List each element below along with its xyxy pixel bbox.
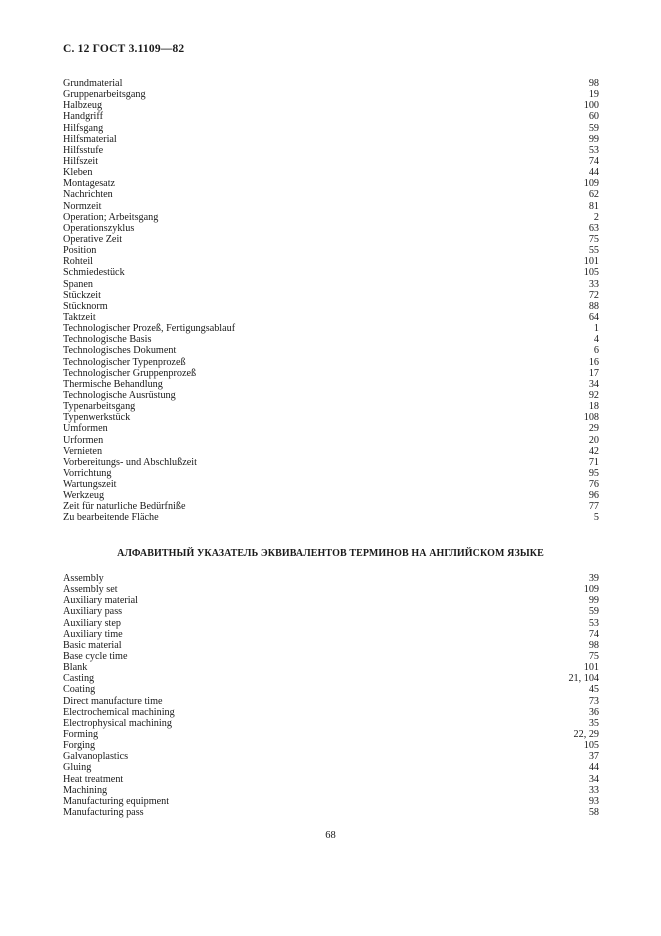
- index-page-ref: 98: [588, 639, 599, 651]
- index-page-ref: 77: [588, 501, 599, 513]
- index-term: Grundmaterial: [63, 78, 123, 89]
- index-page-ref: 75: [588, 650, 599, 662]
- index-page-ref: 99: [588, 595, 599, 607]
- index-page-ref: 108: [583, 412, 599, 424]
- index-entry: [63, 401, 599, 412]
- index-page-ref: 81: [588, 200, 599, 212]
- index-page-ref: 44: [588, 762, 599, 774]
- index-entry: [63, 201, 599, 212]
- index-page-ref: 29: [588, 423, 599, 435]
- index-entry: [63, 446, 599, 457]
- index-term: Casting: [63, 673, 95, 685]
- index-term: Zeit für naturliche Bedürfniße: [63, 501, 186, 513]
- index-entry: [63, 223, 599, 234]
- index-page-ref: 4: [593, 334, 599, 346]
- index-entry: [63, 796, 599, 807]
- index-entry: [63, 490, 599, 501]
- page-header: С. 12 ГОСТ 3.1109—82: [63, 43, 185, 55]
- index-page-ref: 44: [588, 167, 599, 179]
- index-page-ref: 101: [583, 256, 599, 268]
- index-entry: [63, 696, 599, 707]
- index-entry: [63, 457, 599, 468]
- index-entry: [63, 774, 599, 785]
- index-term: Umformen: [63, 423, 108, 435]
- index-page-ref: 74: [588, 628, 599, 640]
- index-term: Hilfsmaterial: [63, 133, 117, 145]
- index-term: Schmiedestück: [63, 267, 125, 279]
- index-entry: [63, 390, 599, 401]
- index-entry: [63, 89, 599, 100]
- index-page-ref: 74: [588, 155, 599, 167]
- index-entry: [63, 512, 599, 523]
- index-page-ref: 35: [588, 717, 599, 729]
- index-page-ref: 17: [588, 367, 599, 379]
- index-term: Manufacturing equipment: [63, 795, 170, 807]
- index-entry: [63, 662, 599, 673]
- index-page-ref: 76: [588, 479, 599, 491]
- index-entry: [63, 100, 599, 111]
- index-entry: [63, 729, 599, 740]
- index-term: Technologische Basis: [63, 334, 152, 346]
- index-entry: [63, 178, 599, 189]
- index-entry: [63, 323, 599, 334]
- index-term: Vorbereitungs- und Abschlußzeit: [63, 456, 197, 468]
- index-term: Nachrichten: [63, 189, 113, 201]
- index-term: Kleben: [63, 167, 93, 179]
- index-page-ref: 101: [583, 662, 599, 674]
- index-page-ref: 100: [583, 100, 599, 112]
- index-page-ref: 34: [588, 773, 599, 785]
- index-page-ref: 71: [588, 456, 599, 468]
- index-term: Electrochemical machining: [63, 706, 175, 718]
- index-term: Zu bearbeitende Fläche: [63, 512, 159, 524]
- index-entry: [63, 212, 599, 223]
- index-entry: [63, 234, 599, 245]
- page-number: 68: [325, 830, 336, 841]
- index-entry: [63, 807, 599, 818]
- index-page-ref: 93: [588, 795, 599, 807]
- index-term: Base cycle time: [63, 650, 128, 662]
- index-page-ref: 60: [588, 111, 599, 123]
- index-term: Vorrichtung: [63, 467, 112, 479]
- index-entry: [63, 595, 599, 606]
- index-entry: [63, 189, 599, 200]
- index-entry: [63, 479, 599, 490]
- index-page-ref: 109: [583, 178, 599, 190]
- index-page-ref: 73: [588, 695, 599, 707]
- index-term: Urformen: [63, 434, 104, 446]
- index-entry: [63, 290, 599, 301]
- index-page-ref: 33: [588, 784, 599, 796]
- index-term: Operative Zeit: [63, 233, 123, 245]
- index-term: Werkzeug: [63, 490, 105, 502]
- index-page-ref: 58: [588, 806, 599, 818]
- index-term: Rohteil: [63, 256, 93, 268]
- index-entry: [63, 245, 599, 256]
- index-page-ref: 88: [588, 300, 599, 312]
- index-page-ref: 45: [588, 684, 599, 696]
- index-term: Operation; Arbeitsgang: [63, 211, 159, 223]
- index-term: Gruppenarbeitsgang: [63, 89, 146, 101]
- index-entry: [63, 673, 599, 684]
- index-page-ref: 72: [588, 289, 599, 301]
- index-term: Forming: [63, 728, 99, 740]
- index-entry: [63, 78, 599, 89]
- index-entry: [63, 345, 599, 356]
- index-term: Electrophysical machining: [63, 717, 172, 729]
- index-term: Technologischer Prozeß, Fertigungsablauf: [63, 323, 236, 335]
- index-page-ref: 105: [583, 740, 599, 752]
- index-page-ref: 64: [588, 311, 599, 323]
- index-page-ref: 33: [588, 278, 599, 290]
- index-entry: [63, 134, 599, 145]
- index-term: Vernieten: [63, 445, 103, 457]
- index-page-ref: 39: [588, 573, 599, 584]
- index-entry: [63, 468, 599, 479]
- index-entry: [63, 740, 599, 751]
- index-entry: [63, 435, 599, 446]
- index-entry: [63, 279, 599, 290]
- index-entry: [63, 501, 599, 512]
- index-term: Thermische Behandlung: [63, 378, 163, 390]
- index-term: Typenwerkstück: [63, 412, 131, 424]
- index-page-ref: 53: [588, 144, 599, 156]
- index-page-ref: 75: [588, 233, 599, 245]
- index-term: Auxiliary pass: [63, 606, 123, 618]
- index-term: Technologisches Dokument: [63, 345, 177, 357]
- index-term: Technologische Ausrüstung: [63, 389, 176, 401]
- index-term: Coating: [63, 684, 96, 696]
- index-page-ref: 95: [588, 467, 599, 479]
- index-term: Wartungszeit: [63, 479, 117, 491]
- index-term: Technologischer Typenprozeß: [63, 356, 186, 368]
- index-term: Stückzeit: [63, 289, 101, 301]
- index-page-ref: 53: [588, 617, 599, 629]
- index-term: Hilfsgang: [63, 122, 104, 134]
- index-term: Operationszyklus: [63, 222, 135, 234]
- index-entry: [63, 718, 599, 729]
- index-page-ref: 21, 104: [568, 673, 599, 685]
- index-entry: [63, 684, 599, 695]
- index-page-ref: 62: [588, 189, 599, 201]
- index-term: Handgriff: [63, 111, 103, 123]
- index-page-ref: 37: [588, 751, 599, 763]
- index-entry: [63, 629, 599, 640]
- index-page-ref: 36: [588, 706, 599, 718]
- index-term: Gluing: [63, 762, 92, 774]
- index-term: Montagesatz: [63, 178, 116, 190]
- index-term: Position: [63, 245, 97, 257]
- index-entry: [63, 145, 599, 156]
- english-term-index: [63, 573, 599, 818]
- index-page-ref: 109: [583, 584, 599, 596]
- index-page-ref: 16: [588, 356, 599, 368]
- index-page-ref: 59: [588, 122, 599, 134]
- index-term: Normzeit: [63, 200, 102, 212]
- index-term: Auxiliary material: [63, 595, 138, 607]
- index-page-ref: 92: [588, 389, 599, 401]
- index-term: Direct manufacture time: [63, 695, 163, 707]
- index-entry: [63, 334, 599, 345]
- index-entry: [63, 412, 599, 423]
- index-entry: [63, 573, 599, 584]
- index-term: Blank: [63, 662, 88, 674]
- index-entry: [63, 651, 599, 662]
- index-page-ref: 34: [588, 378, 599, 390]
- index-term: Auxiliary time: [63, 628, 123, 640]
- index-entry: [63, 368, 599, 379]
- index-entry: [63, 762, 599, 773]
- index-term: Technologischer Gruppenprozeß: [63, 367, 197, 379]
- index-page-ref: 98: [588, 78, 599, 89]
- index-entry: [63, 156, 599, 167]
- index-term: Assembly set: [63, 584, 118, 596]
- index-page-ref: 105: [583, 267, 599, 279]
- german-term-index: [63, 78, 599, 524]
- index-page-ref: 55: [588, 245, 599, 257]
- index-entry: [63, 167, 599, 178]
- index-term: Stücknorm: [63, 300, 108, 312]
- index-term: Heat treatment: [63, 773, 124, 785]
- index-entry: [63, 123, 599, 134]
- index-term: Machining: [63, 784, 108, 796]
- index-entry: [63, 640, 599, 651]
- index-entry: [63, 584, 599, 595]
- index-entry: [63, 256, 599, 267]
- index-page-ref: 2: [593, 211, 599, 223]
- index-page-ref: 59: [588, 606, 599, 618]
- index-entry: [63, 379, 599, 390]
- index-entry: [63, 618, 599, 629]
- index-entry: [63, 785, 599, 796]
- index-entry: [63, 423, 599, 434]
- index-page-ref: 96: [588, 490, 599, 502]
- index-page-ref: 5: [593, 512, 599, 524]
- index-entry: [63, 312, 599, 323]
- index-page-ref: 22, 29: [573, 728, 599, 740]
- index-page-ref: 99: [588, 133, 599, 145]
- index-term: Typenarbeitsgang: [63, 401, 136, 413]
- index-term: Halbzeug: [63, 100, 103, 112]
- index-term: Spanen: [63, 278, 93, 290]
- index-page-ref: 63: [588, 222, 599, 234]
- section-heading: АЛФАВИТНЫЙ УКАЗАТЕЛЬ ЭКВИВАЛЕНТОВ ТЕРМИНОВ НА АНГЛИЙСКОМ ЯЗЫКЕ: [117, 548, 544, 559]
- index-page-ref: 18: [588, 401, 599, 413]
- index-term: Assembly: [63, 573, 104, 584]
- index-term: Basic material: [63, 639, 122, 651]
- index-entry: [63, 301, 599, 312]
- index-entry: [63, 751, 599, 762]
- index-entry: [63, 357, 599, 368]
- index-term: Forging: [63, 740, 96, 752]
- index-entry: [63, 111, 599, 122]
- index-term: Manufacturing pass: [63, 806, 144, 818]
- index-entry: [63, 267, 599, 278]
- index-term: Taktzeit: [63, 311, 96, 323]
- index-entry: [63, 606, 599, 617]
- index-entry: [63, 707, 599, 718]
- index-page-ref: 42: [588, 445, 599, 457]
- index-page-ref: 20: [588, 434, 599, 446]
- index-page-ref: 1: [593, 323, 599, 335]
- index-term: Auxiliary step: [63, 617, 122, 629]
- index-page-ref: 19: [588, 89, 599, 101]
- index-term: Hilfsstufe: [63, 144, 104, 156]
- index-page-ref: 6: [593, 345, 599, 357]
- index-term: Hilfszeit: [63, 155, 99, 167]
- index-term: Galvanoplastics: [63, 751, 129, 763]
